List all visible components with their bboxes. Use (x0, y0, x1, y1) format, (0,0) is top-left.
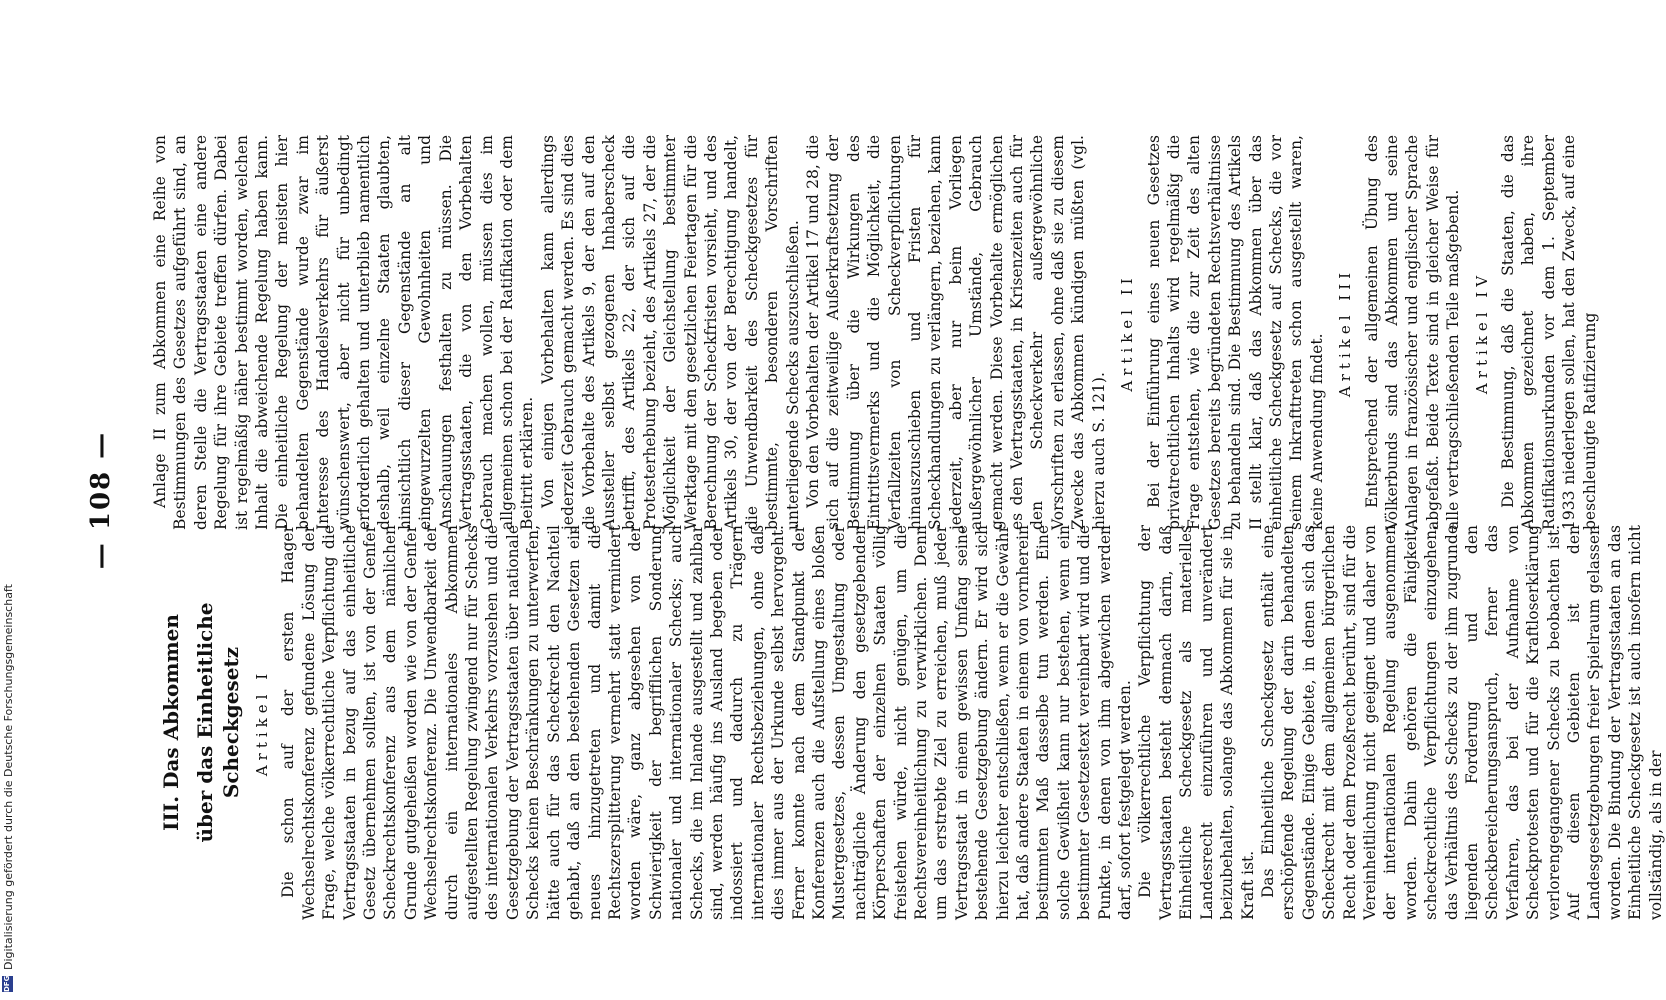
paragraph: Von den Vorbehalten der Artikel 17 und 28, die sich auf die zeitweilige Außerkraftsetzung der Bestimmung über die Wirkungen des Eintrittsvermerks und die Möglichkeit, die Verfallzeiten von Scheckverpflichtungen hinauszuschieben und Fristen für Scheckhandlungen zu verlängern, beziehen, kann jederzeit, aber nur beim Vorliegen außergewöhnlicher Umstände, Gebrauch gemacht werden. Diese Vorbehalte ermöglichen es den Vertragsstaaten, in Krisenzeiten auch für den Scheckverkehr außergewöhnliche Vorschriften zu erlassen, ohne daß sie zu diesem Zwecke das Abkommen kündigen müßten (vgl. hierzu auch S. 121). (804, 135, 1108, 530)
left-column (150, 525, 1666, 920)
section-heading: III. Das Abkommen (159, 614, 183, 831)
article-heading-4: Artikel IV (1472, 270, 1491, 395)
article-heading-3: Artikel III (1336, 267, 1355, 398)
article-heading-2: Artikel II (1118, 273, 1137, 392)
page-number: — 108 — (86, 430, 116, 570)
paragraph: Die schon auf der ersten Haager Wechselrechtskonferenz gefundene Lösung der Frage, welche völkerrechtliche Verpflichtung die Vertragsstaaten in bezug auf das einheitliche Gesetz übernehmen sollten, ist von der Genfer Scheckrechtskonferenz aus dem nämlichen Grunde gutgeheißen worden wie von der Genfer Wechselrechtskonferenz. Die Unwendbarkeit der durch ein internationales Abkommen aufgestellten Regelung zwingend nur für Schecks des internationalen Verkehrs vorzusehen und die Gesetzgebung der Vertragsstaaten über nationale Schecks keinen Beschränkungen zu unterwerfen, hätte auch für das Scheckrecht den Nachteil gehabt, daß an den bestehenden Gesetzen ein neues hinzugetreten und damit die Rechtszersplitterung vermehrt statt vermindert worden wäre, ganz abgesehen von der Schwierigkeit der begrifflichen Sonderung nationaler und internationaler Schecks; auch Schecks, die im Inlande ausgestellt und zahlbar sind, werden häufig ins Ausland begeben oder indossiert und dadurch zu Trägern internationaler Rechtsbeziehungen, ohne daß dies immer aus der Urkunde selbst hervorgeht. Ferner konnte nach dem Standpunkt der Konferenzen auch die Aufstellung eines bloßen Mustergesetzes, dessen Umgestaltung oder nachträgliche Änderung den gesetzgebenden Körperschaften der einzelnen Staaten völlig freistehen würde, nicht genügen, um die Rechtsvereinheitlichung zu verwirklichen. Denn um das erstrebte Ziel zu erreichen, muß jeder Vertragsstaat in einem gewissen Umfang seine bestehende Gesetzgebung ändern. Er wird sich hierzu leichter entschließen, wenn er die Gewähr hat, daß andere Staaten in einem von vornherein bestimmten Maß dasselbe tun werden. Eine solche Gewißheit kann nur bestehen, wenn ein bestimmter Gesetzestext vereinbart wird und die Punkte, in denen von ihm abgewichen werden darf, sofort festgelegt werden. (279, 525, 1135, 920)
digitization-credit-strip (0, 0, 22, 1000)
paragraph: Von einigen Vorbehalten kann allerdings jederzeit Gebrauch gemacht werden. Es sind dies die Vorbehalte des Artikels 9, der den auf den Aussteller selbst gezogenen Inhaberscheck betrifft, des Artikels 22, der sich auf die Protesterhebung bezieht, des Artikels 27, der die Möglichkeit der Gleichstellung bestimmter Werktage mit den gesetzlichen Feiertagen für die Berechnung der Scheckfristen vorsieht, und des Artikels 30, der von der Berechtigung handelt, die Unwendbarkeit des Scheckgesetzes für bestimmte, besonderen Vorschriften unterliegende Schecks auszuschließen. (538, 135, 802, 530)
paragraph: Bei der Einführung eines neuen Gesetzes privatrechtlichen Inhalts wird regelmäßig die Frage entstehen, wie die zur Zeit des alten Gesetzes bereits begründeten Rechtsverhältnisse zu behandeln sind. Die Bestimmung des Artikels II stellt klar, daß das Abkommen über das einheitliche Scheckgesetz auf Schecks, die vor seinem Inkrafttreten schon ausgestellt waren, keine Anwendung findet. (1144, 135, 1326, 530)
paragraph: Entsprechend der allgemeinen Übung des Völkerbunds sind das Abkommen und seine Anlagen in französischer und englischer Sprache abgefaßt. Beide Texte sind in gleicher Weise für alle vertragschließenden Teile maßgebend. (1362, 135, 1463, 530)
paragraph: Die völkerrechtliche Verpflichtung der Vertragsstaaten besteht demnach darin, daß Einheitliche Scheckgesetz als materielles Landesrecht einzuführen und unverändert beizubehalten, solange das Abkommen für sie in Kraft ist. (1136, 525, 1257, 920)
right-column (150, 135, 1600, 530)
section-subheading: über das Einheitliche Scheckgesetz (193, 602, 243, 843)
article-heading-1: Artikel I (253, 668, 271, 777)
paragraph: Anlage II zum Abkommen eine Reihe von Bestimmungen des Gesetzes aufgeführt sind, an deren Stelle die Vertragsstaaten eine andere Regelung für ihre Gebiete treffen dürfen. Dabei ist regelmäßig näher bestimmt worden, welchen Inhalt die abweichende Regelung haben kann. Die einheitliche Regelung der meisten hier behandelten Gegenstände wurde zwar im Interesse des Handelsverkehrs für äußerst wünschenswert, aber nicht für unbedingt erforderlich gehalten und unterblieb namentlich deshalb, weil einzelne Staaten glaubten, hinsichtlich dieser Gegenstände an alt eingewurzelten Gewohnheiten und Anschauungen festhalten zu müssen. Die Vertragsstaaten, die von den Vorbehalten Gebrauch machen wollen, müssen dies im allgemeinen schon bei der Ratifikation oder dem Beitritt erklären. (151, 135, 537, 530)
dfg-logo: DFG (3, 975, 11, 992)
paragraph: Das Einheitliche Scheckgesetz enthält eine erschöpfende Regelung der darin behandelten Gegenstände. Einige Gebiete, in denen sich das Scheckrecht mit dem allgemeinen bürgerlichen Recht oder dem Prozeßrecht berührt, sind für die Vereinheitlichung nicht geeignet und daher von der internationalen Regelung ausgenommen worden. Dahin gehören die Fähigkeit, scheckrechtliche Verpflichtungen einzugehen, das Verhältnis des Schecks zu der ihm zugrunde liegenden Forderung und den Scheckbereicherungsanspruch, ferner das Verfahren, das bei der Aufnahme von Scheckprotesten und für die Kraftloserklärung verlorengegangener Schecks zu beobachten ist. Auf diesen Gebieten ist den Landesgesetzgebungen freier Spielraum gelassen worden. Die Bindung der Vertragsstaaten an das Einheitliche Scheckgesetz ist auch insofern nicht vollständig, als in der (1258, 525, 1665, 920)
digitization-credit: Digitalisierung gefördert durch die Deutsche Forschungsgemeinschaft (2, 584, 15, 970)
paragraph: Die Bestimmung, daß die Staaten, die das Abkommen gezeichnet haben, ihre Ratifikationsurkunden vor dem 1. September 1933 niederlegen sollen, hat den Zweck, auf eine beschleunigte Ratifizierung (1499, 135, 1599, 530)
